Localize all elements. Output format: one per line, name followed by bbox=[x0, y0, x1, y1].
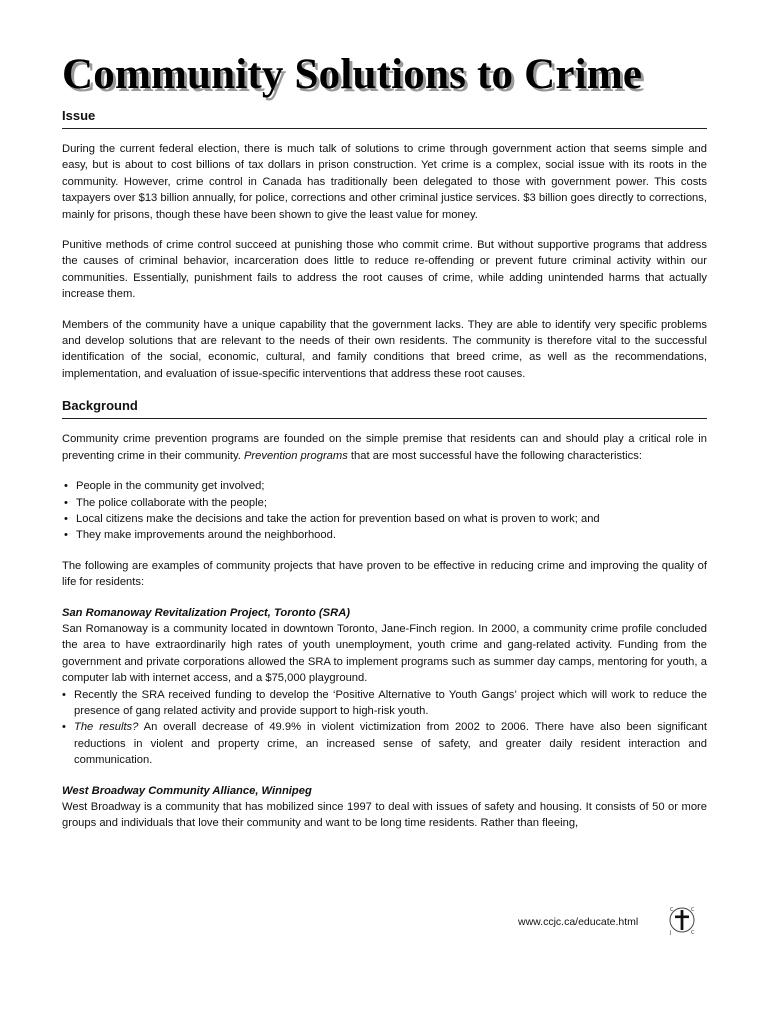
characteristics-list bbox=[62, 478, 707, 544]
list-item: • They make improvements around the neighborhood. bbox=[62, 527, 707, 543]
wbca-heading: West Broadway Community Alliance, Winnipeg bbox=[62, 784, 312, 797]
background-p1-text-b: that are most successful have the following characteristics: bbox=[347, 449, 642, 462]
footer-url[interactable]: www.ccjc.ca/educate.html bbox=[518, 916, 639, 928]
page-footer bbox=[470, 902, 710, 936]
cross-seal-icon bbox=[664, 902, 700, 938]
issue-paragraph-2: Punitive methods of crime control succeed at punishing those who commit crime. But without supportive programs that address the causes of criminal behavior, incarceration does little to reduce re-offending or prevent future criminal activity within our communities. Essentially, punishment fails to address the root causes of crime, while adding unintended harms that actually increase them. bbox=[62, 239, 707, 301]
issue-heading: Issue bbox=[62, 108, 707, 129]
background-paragraph-1 bbox=[62, 431, 707, 464]
logo-letter: J bbox=[670, 930, 672, 936]
wbca-paragraph: West Broadway is a community that has mobilized since 1997 to deal with issues of safety and housing. It consists of 50 or more groups and individuals that love their community and want to be long time residents. Rather than fleeing, bbox=[62, 801, 707, 830]
list-item: • The police collaborate with the people; bbox=[62, 495, 707, 511]
results-emphasis: The results? bbox=[74, 721, 139, 734]
issue-paragraph-3: Members of the community have a unique capability that the government lacks. They are able to identify very specific problems and develop solutions that are relevant to the needs of their own residents. The community is therefore vital to the successful identification of the social, economic, cultural, and family conditions that breed crime, as well as the recommendations, implementation, and evaluation of issue-specific interventions that address these root causes. bbox=[62, 318, 707, 380]
prevention-programs-emphasis: Prevention programs bbox=[243, 449, 348, 462]
issue-paragraph-1: During the current federal election, there is much talk of solutions to crime through government action that seems simple and easy, but is about to cost billions of tax dollars in prison construction. Yet crime is a complex, social issue with its roots in the community. However, crime control in Canada has traditionally been delegated to those with government power. This costs taxpayers over $13 billion annually, for police, corrections and other criminal justice services. $3 billion goes directly to corrections, mainly for prisons, though these have been shown to give the least value for money. bbox=[62, 143, 707, 221]
sra-paragraph: San Romanoway is a community located in downtown Toronto, Jane-Finch region. In 2000, a community crime profile concluded the area to have extraordinarily high rates of youth unemployment, youth crime and gang-related activity. Funding from the government and private corporations allowed the SRA to implement programs such as summer day camps, mentoring for youth, a computer lab with internet access, and a $75,000 playground. bbox=[62, 622, 707, 685]
logo-letter: C bbox=[691, 907, 695, 913]
logo-letter: C bbox=[670, 907, 674, 913]
sra-bullet-2-text: An overall decrease of 49.9% in violent victimization from 2002 to 2006. There have also been significant reductions in violent and property crime, an increased sense of safety, and greater daily resident interaction and communication. bbox=[74, 721, 707, 767]
sra-heading: San Romanoway Revitalization Project, Toronto (SRA) bbox=[62, 606, 351, 619]
page-title: Community Solutions to Crime bbox=[62, 51, 643, 98]
sra-bullet-1: • Recently the SRA received funding to develop the ‘Positive Alternative to Youth Gangs’ project which will work to reduce the presence of gang related activity and provide support to high-risk youth. bbox=[62, 687, 707, 720]
wbca-block bbox=[62, 799, 707, 832]
background-heading: Background bbox=[62, 398, 707, 419]
background-paragraph-2: The following are examples of community projects that have proven to be effective in reducing crime and improving the quality of life for residents: bbox=[62, 559, 707, 589]
sra-bullet-2 bbox=[62, 719, 707, 768]
background-p1-text-a: Community crime prevention programs are founded on the simple premise that residents can and should play a critical role in preventing crime in their community. bbox=[62, 433, 707, 462]
list-item: • People in the community get involved; bbox=[62, 478, 707, 494]
logo-letter: C bbox=[691, 930, 695, 936]
sra-block bbox=[62, 621, 707, 769]
document-page bbox=[62, 50, 707, 832]
list-item: • Local citizens make the decisions and take the action for prevention based on what is proven to work; and bbox=[62, 511, 707, 527]
